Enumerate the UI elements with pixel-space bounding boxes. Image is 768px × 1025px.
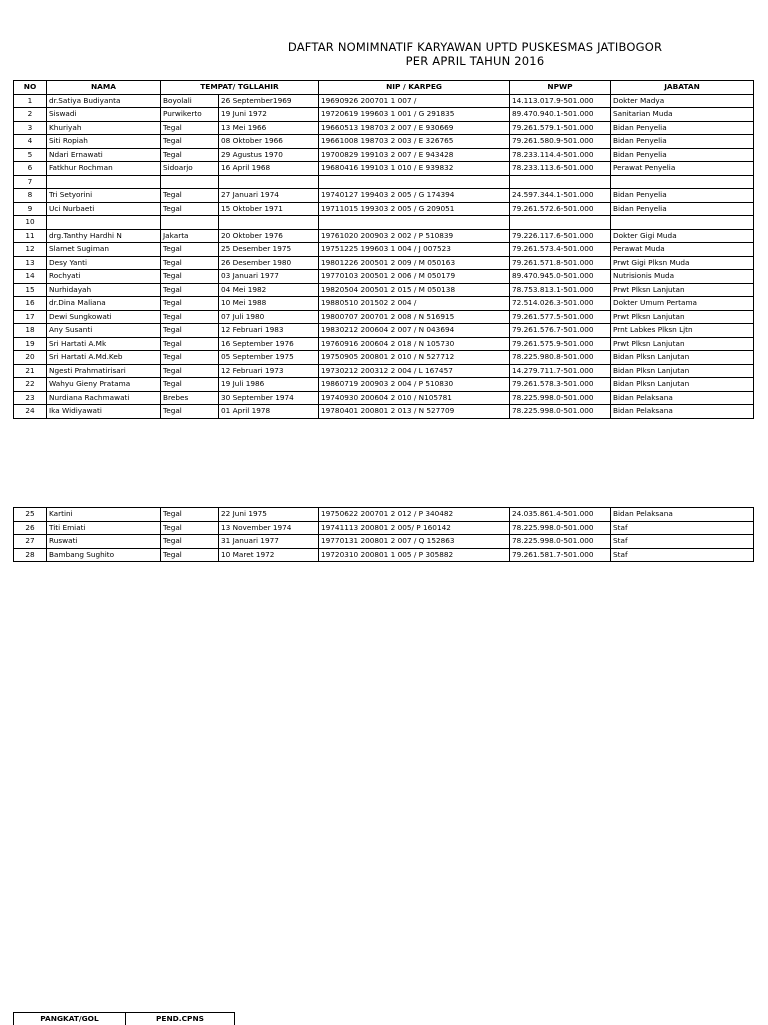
cell-tempat: Tegal bbox=[161, 521, 219, 535]
cell-tempat: Tegal bbox=[161, 283, 219, 297]
cell-nip-karpeg: 19761020 200903 2 002 / P 510839 bbox=[319, 229, 510, 243]
cell-jabatan: Staf bbox=[611, 521, 754, 535]
cell-tempat: Tegal bbox=[161, 351, 219, 365]
cell-tempat: Tegal bbox=[161, 378, 219, 392]
cell-nip-karpeg: 19661008 198703 2 003 / E 326765 bbox=[319, 135, 510, 149]
cell-nama: Tri Setyorini bbox=[47, 189, 161, 203]
cell-npwp: 78.225.998.0-501.000 bbox=[510, 535, 611, 549]
cell-nama: Kartini bbox=[47, 508, 161, 522]
table-row bbox=[14, 216, 754, 230]
cell-tempat: Tegal bbox=[161, 189, 219, 203]
cell-tgllahir: 10 Mei 1988 bbox=[219, 297, 319, 311]
cell-tempat: Tegal bbox=[161, 256, 219, 270]
cell-no: 25 bbox=[14, 508, 47, 522]
cell-jabatan: Dokter Umum Pertama bbox=[611, 297, 754, 311]
cell-tgllahir: 25 Desember 1975 bbox=[219, 243, 319, 257]
cell-nama: Siti Ropiah bbox=[47, 135, 161, 149]
table-row bbox=[14, 121, 754, 135]
cell-tgllahir: 12 Februari 1983 bbox=[219, 324, 319, 338]
cell-jabatan: Bidan Pelaksana bbox=[611, 508, 754, 522]
cell-nama: Wahyu Gieny Pratama bbox=[47, 378, 161, 392]
cell-tgllahir: 30 September 1974 bbox=[219, 391, 319, 405]
table-row bbox=[14, 162, 754, 176]
cell-tempat: Brebes bbox=[161, 391, 219, 405]
cell-npwp: 78.233.113.6-501.000 bbox=[510, 162, 611, 176]
cell-jabatan: Prwt Plksn Lanjutan bbox=[611, 283, 754, 297]
table-row bbox=[14, 351, 754, 365]
cell-no: 26 bbox=[14, 521, 47, 535]
cell-tgllahir: 20 Oktober 1976 bbox=[219, 229, 319, 243]
cell-tempat: Tegal bbox=[161, 508, 219, 522]
cell-nama: Sri Hartati A.Mk bbox=[47, 337, 161, 351]
cell-npwp: 79.226.117.6-501.000 bbox=[510, 229, 611, 243]
employee-table bbox=[13, 80, 754, 419]
cell-npwp: 79.261.579.1-501.000 bbox=[510, 121, 611, 135]
cell-nip-karpeg: 19770103 200501 2 006 / M 050179 bbox=[319, 270, 510, 284]
cell-npwp: 14.113.017.9-501.000 bbox=[510, 94, 611, 108]
cell-npwp: 79.261.581.7-501.000 bbox=[510, 548, 611, 562]
table-row bbox=[14, 135, 754, 149]
cell-no: 6 bbox=[14, 162, 47, 176]
cell-tgllahir bbox=[219, 175, 319, 189]
cell-npwp: 78.225.980.8-501.000 bbox=[510, 351, 611, 365]
table-row bbox=[14, 94, 754, 108]
cell-tempat bbox=[161, 175, 219, 189]
cell-tempat: Tegal bbox=[161, 548, 219, 562]
cell-tgllahir: 01 April 1978 bbox=[219, 405, 319, 419]
cell-nip-karpeg: 19760916 200604 2 018 / N 105730 bbox=[319, 337, 510, 351]
cell-no: 14 bbox=[14, 270, 47, 284]
cell-tempat: Tegal bbox=[161, 405, 219, 419]
cell-jabatan: Bidan Penyelia bbox=[611, 202, 754, 216]
cell-no: 15 bbox=[14, 283, 47, 297]
table-row bbox=[14, 175, 754, 189]
cell-nama: dr.Dina Maliana bbox=[47, 297, 161, 311]
table-row bbox=[14, 229, 754, 243]
cell-jabatan: Bidan Plksn Lanjutan bbox=[611, 364, 754, 378]
table-row bbox=[14, 243, 754, 257]
cell-nama: Ngesti Prahmatirisari bbox=[47, 364, 161, 378]
cell-tempat: Tegal bbox=[161, 535, 219, 549]
cell-tgllahir: 13 Mei 1966 bbox=[219, 121, 319, 135]
cell-jabatan: Sanitarian Muda bbox=[611, 108, 754, 122]
cell-npwp: 78.233.114.4-501.000 bbox=[510, 148, 611, 162]
cell-nama: Dewi Sungkowati bbox=[47, 310, 161, 324]
cell-npwp: 79.261.576.7-501.000 bbox=[510, 324, 611, 338]
cell-tgllahir: 29 Agustus 1970 bbox=[219, 148, 319, 162]
cell-tgllahir: 05 September 1975 bbox=[219, 351, 319, 365]
cell-jabatan: Staf bbox=[611, 535, 754, 549]
cell-nama: Ruswati bbox=[47, 535, 161, 549]
cell-jabatan: Perawat Muda bbox=[611, 243, 754, 257]
cell-nama: drg.Tanthy Hardhi N bbox=[47, 229, 161, 243]
cell-tempat: Tegal bbox=[161, 310, 219, 324]
cell-tempat: Tegal bbox=[161, 135, 219, 149]
cell-no: 13 bbox=[14, 256, 47, 270]
cell-tempat: Jakarta bbox=[161, 229, 219, 243]
cell-npwp: 24.035.861.4-501.000 bbox=[510, 508, 611, 522]
cell-npwp: 79.261.572.6-501.000 bbox=[510, 202, 611, 216]
header-tempat-tgllahir: TEMPAT/ TGLLAHIR bbox=[161, 81, 319, 95]
header-jabatan: JABATAN bbox=[611, 81, 754, 95]
table-row bbox=[14, 535, 754, 549]
header-pangkat-gol: PANGKAT/GOL bbox=[14, 1013, 126, 1025]
cell-nip-karpeg: 19751225 199603 1 004 / J 007523 bbox=[319, 243, 510, 257]
cell-nama: Ndari Ernawati bbox=[47, 148, 161, 162]
cell-nip-karpeg: 19720310 200801 1 005 / P 305882 bbox=[319, 548, 510, 562]
cell-tgllahir: 15 Oktober 1971 bbox=[219, 202, 319, 216]
table-row bbox=[14, 337, 754, 351]
cell-no: 4 bbox=[14, 135, 47, 149]
cell-nama: Sri Hartati A.Md.Keb bbox=[47, 351, 161, 365]
cell-jabatan: Staf bbox=[611, 548, 754, 562]
cell-tgllahir: 27 Januari 1974 bbox=[219, 189, 319, 203]
cell-tempat: Purwikerto bbox=[161, 108, 219, 122]
cell-tempat bbox=[161, 216, 219, 230]
cell-nama: Desy Yanti bbox=[47, 256, 161, 270]
cell-tempat: Tegal bbox=[161, 243, 219, 257]
cell-nip-karpeg: 19820504 200501 2 015 / M 050138 bbox=[319, 283, 510, 297]
cell-tgllahir: 08 Oktober 1966 bbox=[219, 135, 319, 149]
cell-no: 8 bbox=[14, 189, 47, 203]
header-nip-karpeg: NIP / KARPEG bbox=[319, 81, 510, 95]
header-pend-cpns: PEND.CPNS bbox=[126, 1013, 235, 1025]
table-row bbox=[14, 283, 754, 297]
cell-nip-karpeg: 19740127 199403 2 005 / G 174394 bbox=[319, 189, 510, 203]
cell-jabatan: Bidan Penyelia bbox=[611, 135, 754, 149]
cell-no: 11 bbox=[14, 229, 47, 243]
cell-npwp: 79.261.571.8-501.000 bbox=[510, 256, 611, 270]
cell-npwp: 24.597.344.1-501.000 bbox=[510, 189, 611, 203]
cell-jabatan: Dokter Madya bbox=[611, 94, 754, 108]
cell-tgllahir: 12 Februari 1973 bbox=[219, 364, 319, 378]
cell-jabatan: Dokter Gigi Muda bbox=[611, 229, 754, 243]
cell-jabatan: Bidan Penyelia bbox=[611, 148, 754, 162]
cell-tgllahir: 04 Mei 1982 bbox=[219, 283, 319, 297]
employee-table-continued bbox=[13, 507, 754, 562]
cell-tgllahir: 19 Juni 1972 bbox=[219, 108, 319, 122]
cell-npwp: 79.261.578.3-501.000 bbox=[510, 378, 611, 392]
cell-no: 21 bbox=[14, 364, 47, 378]
cell-jabatan: Bidan Pelaksana bbox=[611, 391, 754, 405]
cell-nip-karpeg bbox=[319, 216, 510, 230]
cell-tgllahir: 19 Juli 1986 bbox=[219, 378, 319, 392]
cell-no: 17 bbox=[14, 310, 47, 324]
cell-nip-karpeg: 19750905 200801 2 010 / N 527712 bbox=[319, 351, 510, 365]
cell-tgllahir: 26 Desember 1980 bbox=[219, 256, 319, 270]
cell-npwp: 89.470.945.0-501.000 bbox=[510, 270, 611, 284]
table-row bbox=[14, 391, 754, 405]
cell-jabatan: Prwt Plksn Lanjutan bbox=[611, 310, 754, 324]
table-row bbox=[14, 297, 754, 311]
cell-npwp: 79.261.575.9-501.000 bbox=[510, 337, 611, 351]
cell-npwp: 14.279.711.7-501.000 bbox=[510, 364, 611, 378]
cell-nip-karpeg: 19750622 200701 2 012 / P 340482 bbox=[319, 508, 510, 522]
footer-header-row bbox=[14, 1013, 235, 1025]
table-row bbox=[14, 148, 754, 162]
cell-npwp: 78.225.998.0-501.000 bbox=[510, 391, 611, 405]
cell-nip-karpeg: 19741113 200801 2 005/ P 160142 bbox=[319, 521, 510, 535]
cell-jabatan: Prwt Gigi Plksn Muda bbox=[611, 256, 754, 270]
table-row bbox=[14, 270, 754, 284]
cell-no: 2 bbox=[14, 108, 47, 122]
cell-nip-karpeg: 19800707 200701 2 008 / N 516915 bbox=[319, 310, 510, 324]
cell-tempat: Tegal bbox=[161, 324, 219, 338]
cell-nip-karpeg: 19830212 200604 2 007 / N 043694 bbox=[319, 324, 510, 338]
cell-no: 27 bbox=[14, 535, 47, 549]
cell-nama: Nurhidayah bbox=[47, 283, 161, 297]
cell-nip-karpeg: 19720619 199603 1 001 / G 291835 bbox=[319, 108, 510, 122]
cell-npwp: 78.225.998.0-501.000 bbox=[510, 405, 611, 419]
cell-tempat: Tegal bbox=[161, 337, 219, 351]
cell-tgllahir: 13 November 1974 bbox=[219, 521, 319, 535]
cell-nip-karpeg: 19680416 199103 1 010 / E 939832 bbox=[319, 162, 510, 176]
cell-no: 23 bbox=[14, 391, 47, 405]
cell-npwp: 78.753.813.1-501.000 bbox=[510, 283, 611, 297]
table-row bbox=[14, 256, 754, 270]
cell-tempat: Tegal bbox=[161, 121, 219, 135]
cell-nip-karpeg: 19880510 201502 2 004 / bbox=[319, 297, 510, 311]
cell-nip-karpeg: 19801226 200501 2 009 / M 050163 bbox=[319, 256, 510, 270]
table-row bbox=[14, 548, 754, 562]
cell-tgllahir bbox=[219, 216, 319, 230]
table-row bbox=[14, 108, 754, 122]
cell-nama: Any Susanti bbox=[47, 324, 161, 338]
cell-no: 18 bbox=[14, 324, 47, 338]
cell-jabatan: Bidan Pelaksana bbox=[611, 405, 754, 419]
table-row bbox=[14, 378, 754, 392]
cell-npwp: 79.261.580.9-501.000 bbox=[510, 135, 611, 149]
table-row bbox=[14, 508, 754, 522]
cell-jabatan: Nutrisionis Muda bbox=[611, 270, 754, 284]
cell-nip-karpeg: 19860719 200903 2 004 / P 510830 bbox=[319, 378, 510, 392]
cell-jabatan: Bidan Penyelia bbox=[611, 121, 754, 135]
cell-jabatan bbox=[611, 175, 754, 189]
cell-no: 10 bbox=[14, 216, 47, 230]
cell-tempat: Tegal bbox=[161, 364, 219, 378]
cell-tgllahir: 31 Januari 1977 bbox=[219, 535, 319, 549]
cell-tgllahir: 22 Juni 1975 bbox=[219, 508, 319, 522]
table-row bbox=[14, 324, 754, 338]
table-row bbox=[14, 202, 754, 216]
table-row bbox=[14, 521, 754, 535]
cell-nama: Fatkhur Rochman bbox=[47, 162, 161, 176]
cell-nama: Rochyati bbox=[47, 270, 161, 284]
cell-nama: Nurdiana Rachmawati bbox=[47, 391, 161, 405]
cell-nama: Ika Widiyawati bbox=[47, 405, 161, 419]
cell-nama bbox=[47, 216, 161, 230]
table-row bbox=[14, 189, 754, 203]
cell-nip-karpeg: 19700829 199103 2 007 / E 943428 bbox=[319, 148, 510, 162]
header-no: NO bbox=[14, 81, 47, 95]
cell-jabatan: Bidan Penyelia bbox=[611, 189, 754, 203]
cell-no: 16 bbox=[14, 297, 47, 311]
cell-nama bbox=[47, 175, 161, 189]
document-subtitle: PER APRIL TAHUN 2016 bbox=[230, 54, 720, 68]
cell-nama: Slamet Sugiman bbox=[47, 243, 161, 257]
cell-tempat: Tegal bbox=[161, 202, 219, 216]
table-row bbox=[14, 364, 754, 378]
cell-nama: dr.Satiya Budiyanta bbox=[47, 94, 161, 108]
cell-jabatan: Prwt Plksn Lanjutan bbox=[611, 337, 754, 351]
cell-tempat: Tegal bbox=[161, 297, 219, 311]
cell-nip-karpeg: 19740930 200604 2 010 / N105781 bbox=[319, 391, 510, 405]
cell-npwp: 78.225.998.0-501.000 bbox=[510, 521, 611, 535]
cell-npwp bbox=[510, 216, 611, 230]
cell-nip-karpeg: 19711015 199303 2 005 / G 209051 bbox=[319, 202, 510, 216]
cell-no: 3 bbox=[14, 121, 47, 135]
cell-npwp: 72.514.026.3-501.000 bbox=[510, 297, 611, 311]
cell-no: 24 bbox=[14, 405, 47, 419]
cell-no: 7 bbox=[14, 175, 47, 189]
cell-tempat: Sidoarjo bbox=[161, 162, 219, 176]
cell-no: 9 bbox=[14, 202, 47, 216]
cell-nip-karpeg: 19780401 200801 2 013 / N 527709 bbox=[319, 405, 510, 419]
cell-npwp: 89.470.940.1-501.000 bbox=[510, 108, 611, 122]
cell-no: 12 bbox=[14, 243, 47, 257]
cell-tempat: Tegal bbox=[161, 148, 219, 162]
cell-nama: Bambang Sughito bbox=[47, 548, 161, 562]
cell-npwp bbox=[510, 175, 611, 189]
cell-tempat: Boyolali bbox=[161, 94, 219, 108]
table-row bbox=[14, 310, 754, 324]
cell-no: 5 bbox=[14, 148, 47, 162]
cell-tgllahir: 03 Januari 1977 bbox=[219, 270, 319, 284]
cell-npwp: 79.261.577.5-501.000 bbox=[510, 310, 611, 324]
document-title: DAFTAR NOMIMNATIF KARYAWAN UPTD PUSKESMAS JATIBOGOR bbox=[230, 40, 720, 54]
table-row bbox=[14, 405, 754, 419]
cell-tgllahir: 07 Juli 1980 bbox=[219, 310, 319, 324]
cell-no: 22 bbox=[14, 378, 47, 392]
cell-nama: Titi Emiati bbox=[47, 521, 161, 535]
cell-npwp: 79.261.573.4-501.000 bbox=[510, 243, 611, 257]
cell-tgllahir: 26 September1969 bbox=[219, 94, 319, 108]
cell-jabatan: Prnt Labkes Plksn Ljtn bbox=[611, 324, 754, 338]
header-npwp: NPWP bbox=[510, 81, 611, 95]
cell-no: 28 bbox=[14, 548, 47, 562]
cell-nip-karpeg: 19770131 200801 2 007 / Q 152863 bbox=[319, 535, 510, 549]
cell-tgllahir: 16 April 1968 bbox=[219, 162, 319, 176]
cell-tgllahir: 10 Maret 1972 bbox=[219, 548, 319, 562]
cell-no: 19 bbox=[14, 337, 47, 351]
cell-nama: Siswadi bbox=[47, 108, 161, 122]
cell-jabatan: Bidan Plksn Lanjutan bbox=[611, 351, 754, 365]
footer-header-table bbox=[13, 1012, 235, 1025]
cell-nama: Khuriyah bbox=[47, 121, 161, 135]
cell-tgllahir: 16 September 1976 bbox=[219, 337, 319, 351]
header-nama: NAMA bbox=[47, 81, 161, 95]
cell-tempat: Tegal bbox=[161, 270, 219, 284]
table-header-row bbox=[14, 81, 754, 95]
cell-nip-karpeg bbox=[319, 175, 510, 189]
cell-jabatan: Perawat Penyelia bbox=[611, 162, 754, 176]
cell-no: 20 bbox=[14, 351, 47, 365]
cell-nip-karpeg: 19660513 198703 2 007 / E 930669 bbox=[319, 121, 510, 135]
cell-nip-karpeg: 19730212 200312 2 004 / L 167457 bbox=[319, 364, 510, 378]
cell-jabatan bbox=[611, 216, 754, 230]
cell-jabatan: Bidan Plksn Lanjutan bbox=[611, 378, 754, 392]
cell-no: 1 bbox=[14, 94, 47, 108]
cell-nip-karpeg: 19690926 200701 1 007 / bbox=[319, 94, 510, 108]
cell-nama: Uci Nurbaeti bbox=[47, 202, 161, 216]
